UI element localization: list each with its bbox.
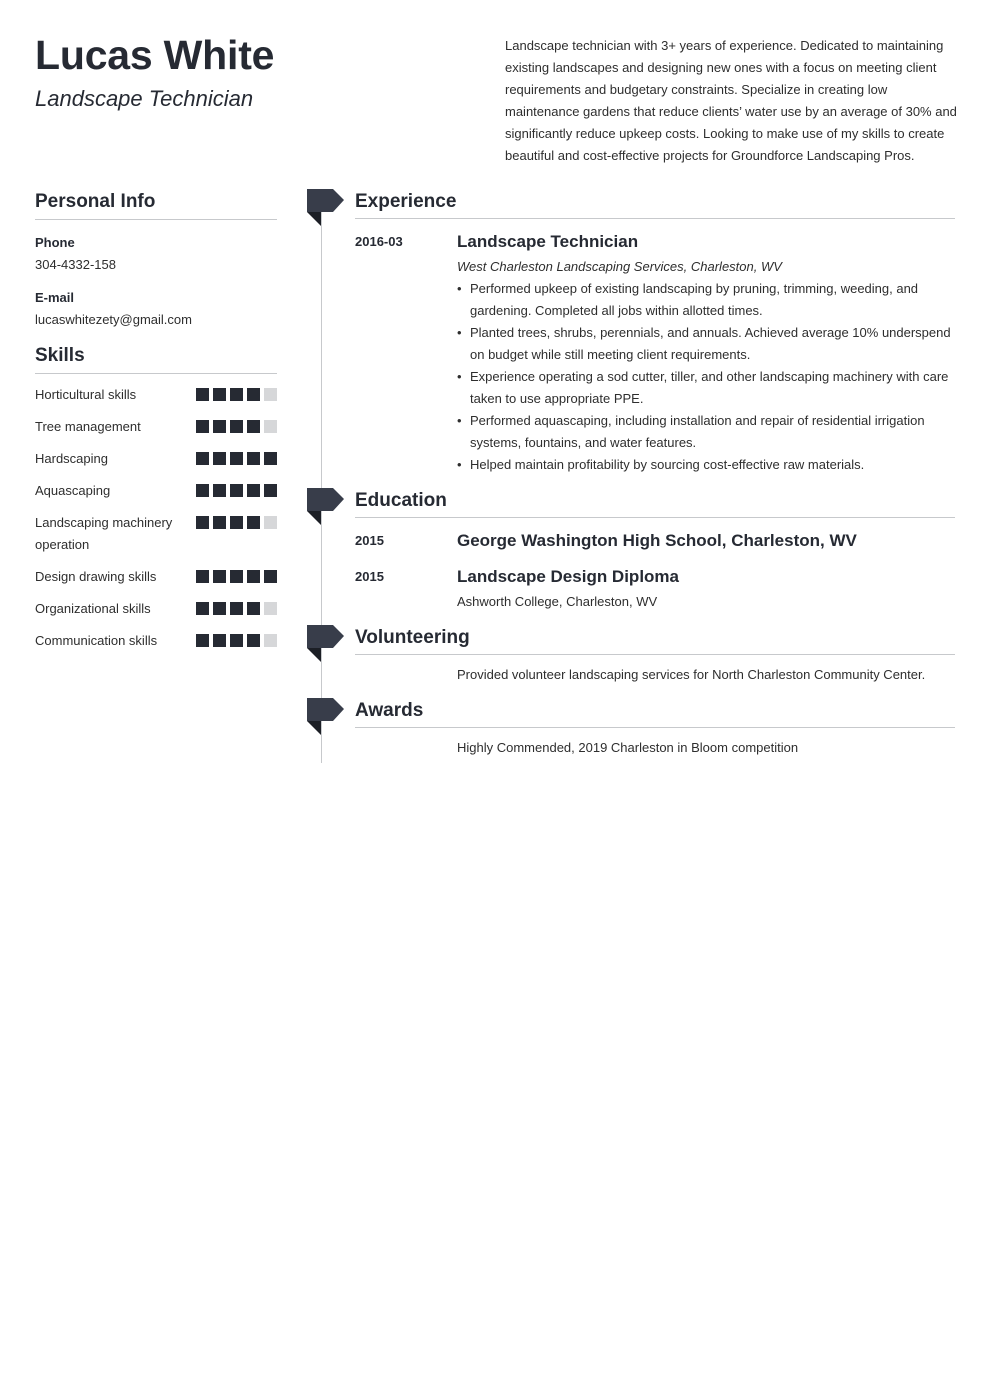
company-name: West Charleston Landscaping Services, Charleston, WV bbox=[457, 259, 782, 274]
skill-dot-filled bbox=[230, 484, 243, 497]
education-heading: Education bbox=[355, 488, 955, 518]
education-entry bbox=[355, 566, 955, 613]
skill-dot-filled bbox=[247, 516, 260, 529]
skill-dot-filled bbox=[196, 420, 209, 433]
phone-value: 304-4332-158 bbox=[35, 257, 116, 272]
skill-row bbox=[35, 598, 277, 620]
skill-row bbox=[35, 566, 277, 588]
skill-dot-filled bbox=[264, 570, 277, 583]
skill-dot-filled bbox=[247, 484, 260, 497]
profile-summary: Landscape technician with 3+ years of experience. Dedicated to maintaining existing landscapes and designing new ones with a focus on meeting client requirements and budgetary constraints. Specialize in creating low maintenance gardens that reduce clients’ water use by an average of 30% and significantly reduce upkeep costs. Looking to make use of my skills to create beautiful and cost-effective projects for Groundforce Landscaping Pros. bbox=[505, 38, 957, 163]
skill-dot-empty bbox=[264, 602, 277, 615]
skill-dot-filled bbox=[247, 452, 260, 465]
skills-list bbox=[35, 384, 277, 652]
skill-level-meter bbox=[192, 448, 277, 465]
skill-dot-filled bbox=[196, 388, 209, 401]
skill-dot-filled bbox=[213, 516, 226, 529]
experience-section bbox=[355, 189, 955, 476]
awards-section bbox=[355, 698, 955, 759]
skill-row bbox=[35, 480, 277, 502]
skills-heading: Skills bbox=[35, 343, 277, 374]
skill-name: Horticultural skills bbox=[35, 387, 137, 402]
section-flag-icon bbox=[307, 488, 344, 526]
left-column bbox=[35, 189, 277, 662]
skill-level-meter bbox=[192, 512, 277, 529]
skill-name: Communication skills bbox=[35, 633, 158, 648]
experience-entry bbox=[355, 231, 955, 476]
skill-row bbox=[35, 630, 277, 652]
skill-level-meter bbox=[192, 598, 277, 615]
resume-header bbox=[35, 0, 955, 180]
entry-date: 2015 bbox=[355, 569, 384, 584]
skill-dot-filled bbox=[264, 484, 277, 497]
skill-name: Landscaping machinery operation bbox=[35, 515, 173, 552]
candidate-name: Lucas White bbox=[35, 32, 275, 78]
skill-dot-filled bbox=[230, 388, 243, 401]
skill-dot-filled bbox=[213, 420, 226, 433]
skill-dot-filled bbox=[264, 452, 277, 465]
skill-dot-empty bbox=[264, 516, 277, 529]
candidate-title: Landscape Technician bbox=[35, 86, 254, 111]
skill-dot-filled bbox=[213, 602, 226, 615]
skill-level-meter bbox=[192, 384, 277, 401]
skill-dot-filled bbox=[196, 516, 209, 529]
skill-dot-filled bbox=[230, 602, 243, 615]
volunteering-section bbox=[355, 625, 955, 686]
skill-name: Aquascaping bbox=[35, 483, 111, 498]
phone-label: Phone bbox=[35, 235, 75, 250]
awards-heading: Awards bbox=[355, 698, 955, 728]
email-value: lucaswhitezety@gmail.com bbox=[35, 312, 192, 327]
skill-row bbox=[35, 384, 277, 406]
entry-date: 2015 bbox=[355, 533, 384, 548]
personal-info-heading: Personal Info bbox=[35, 189, 277, 220]
skill-dot-filled bbox=[213, 634, 226, 647]
skill-dot-filled bbox=[230, 420, 243, 433]
skill-dot-filled bbox=[196, 484, 209, 497]
skill-dot-empty bbox=[264, 388, 277, 401]
entry-date: 2016-03 bbox=[355, 234, 403, 249]
section-flag-icon bbox=[307, 189, 344, 227]
volunteering-heading: Volunteering bbox=[355, 625, 955, 655]
school-name: Ashworth College, Charleston, WV bbox=[457, 594, 658, 609]
skill-dot-empty bbox=[264, 634, 277, 647]
skill-level-meter bbox=[192, 416, 277, 433]
skill-row bbox=[35, 448, 277, 470]
skill-dot-filled bbox=[230, 634, 243, 647]
skill-name: Design drawing skills bbox=[35, 569, 157, 584]
responsibility-item: • Experience operating a sod cutter, tiller, and other landscaping machinery with care taken to use appropriate PPE. bbox=[457, 366, 955, 410]
skill-dot-filled bbox=[247, 634, 260, 647]
responsibility-item: • Planted trees, shrubs, perennials, and annuals. Achieved average 10% underspend on budget while still meeting client requirements. bbox=[457, 322, 955, 366]
responsibility-item: • Performed upkeep of existing landscaping by pruning, trimming, weeding, and gardening. Completed all jobs within allotted times. bbox=[457, 278, 955, 322]
skill-dot-empty bbox=[264, 420, 277, 433]
skill-name: Organizational skills bbox=[35, 601, 151, 616]
school-name: George Washington High School, Charleston, WV bbox=[457, 531, 857, 550]
email-label: E-mail bbox=[35, 290, 75, 305]
section-flag-icon bbox=[307, 698, 344, 736]
skill-dot-filled bbox=[247, 388, 260, 401]
skill-dot-filled bbox=[196, 570, 209, 583]
skill-dot-filled bbox=[196, 452, 209, 465]
skill-dot-filled bbox=[230, 570, 243, 583]
responsibility-list bbox=[457, 278, 955, 476]
responsibility-item: • Performed aquascaping, including installation and repair of residential irrigation systems, fountains, and water features. bbox=[457, 410, 955, 454]
skill-dot-filled bbox=[213, 570, 226, 583]
skill-dot-filled bbox=[196, 634, 209, 647]
skill-dot-filled bbox=[247, 420, 260, 433]
job-title: Landscape Technician bbox=[457, 232, 639, 251]
right-column bbox=[355, 189, 955, 759]
skill-level-meter bbox=[192, 480, 277, 497]
skill-dot-filled bbox=[213, 388, 226, 401]
timeline-line bbox=[321, 189, 322, 763]
skill-name: Tree management bbox=[35, 419, 141, 434]
skill-dot-filled bbox=[230, 516, 243, 529]
experience-heading: Experience bbox=[355, 189, 955, 219]
degree-name: Landscape Design Diploma bbox=[457, 567, 679, 586]
skill-level-meter bbox=[192, 566, 277, 583]
awards-text: Highly Commended, 2019 Charleston in Bloom competition bbox=[457, 740, 799, 755]
skill-row bbox=[35, 416, 277, 438]
skill-dot-filled bbox=[247, 570, 260, 583]
skill-row bbox=[35, 512, 277, 556]
skill-dot-filled bbox=[196, 602, 209, 615]
responsibility-item: • Helped maintain profitability by sourcing cost-effective raw materials. bbox=[457, 454, 955, 476]
section-flag-icon bbox=[307, 625, 344, 663]
skill-dot-filled bbox=[247, 602, 260, 615]
skill-name: Hardscaping bbox=[35, 451, 108, 466]
education-entry bbox=[355, 530, 955, 552]
skill-dot-filled bbox=[230, 452, 243, 465]
education-section bbox=[355, 488, 955, 613]
skill-level-meter bbox=[192, 630, 277, 647]
volunteering-text: Provided volunteer landscaping services for North Charleston Community Center. bbox=[457, 667, 926, 682]
skill-dot-filled bbox=[213, 484, 226, 497]
skill-dot-filled bbox=[213, 452, 226, 465]
